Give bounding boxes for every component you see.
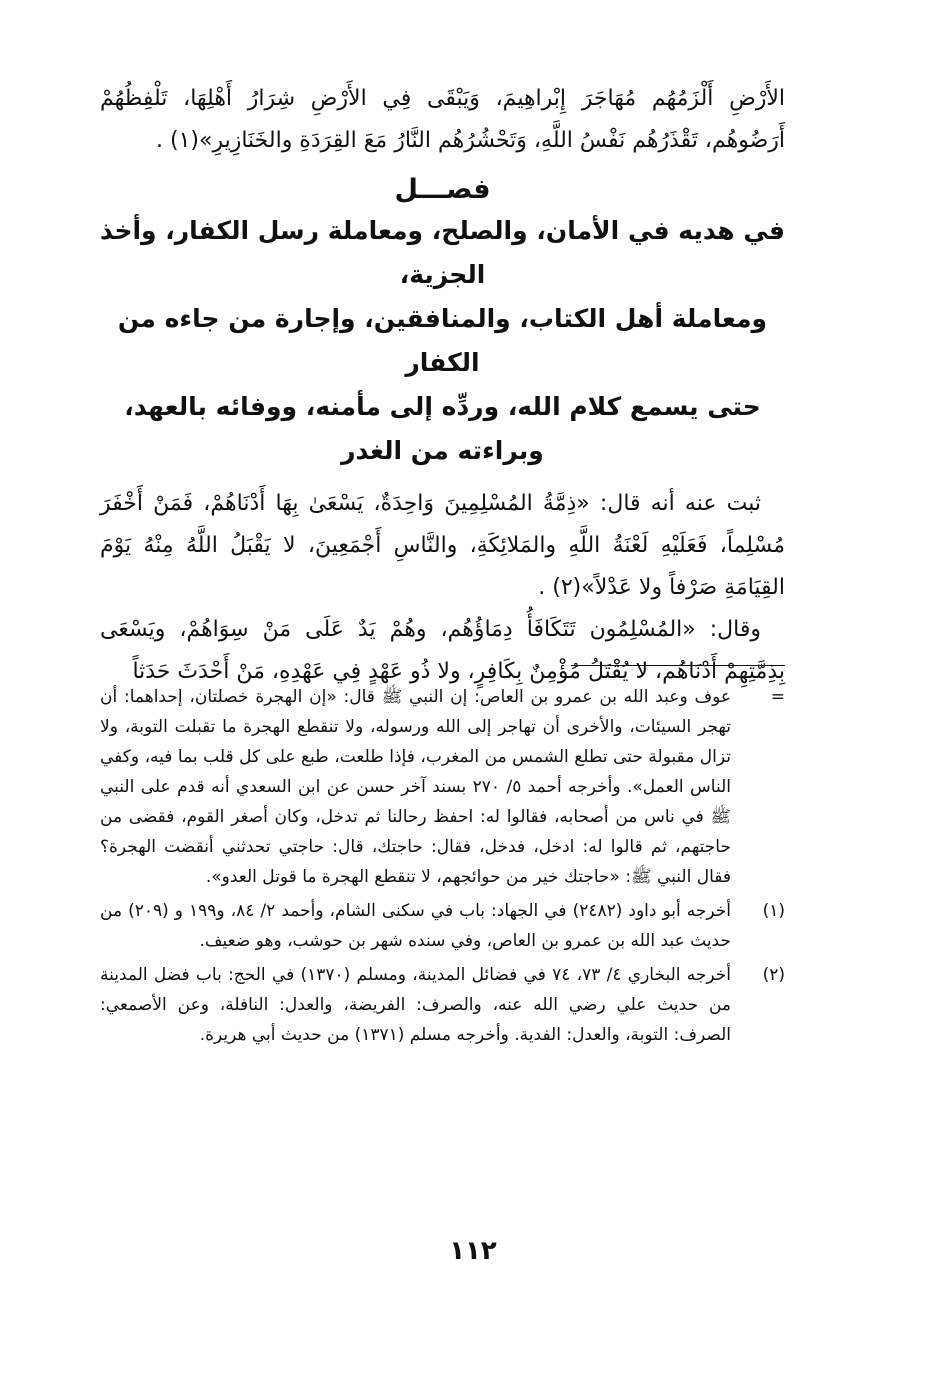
intro-paragraph: الأَرْضِ أَلْزَمُهُم مُهَاجَرَ إِبْراهِيمَ، وَيَبْقَى فِي الأَرْضِ شِرَارُ أَهْلِهَا، تَلْفِظُهُمْ أَرَضُوهُم، تَقْذَرُهُم نَفْسُ اللَّهِ، وَتَحْشُرُهُم النَّارُ مَعَ القِرَدَةِ والخَنَازِيرِ»(١) .	[100, 86, 785, 153]
footnote-text: عوف وعبد الله بن عمرو بن العاص: إن النبي ﷺ قال: «إن الهجرة خصلتان، إحداهما: أن تهجر السيئات، والأخرى أن تهاجر إلى الله ورسوله، ولا تنقطع الهجرة ما تقبلت التوبة، ولا تزال مقبولة حتى تطلع الشمس من المغرب، فإذا طلعت، طبع على كل قلب بما فيه، وكفي الناس العمل». وأخرجه أحمد ٥/ ٢٧٠ بسند آخر حسن عن ابن السعدي أنه قدم على النبي ﷺ في ناس من أصحابه، فقالوا له: احفظ رحالنا ثم تدخل، وكان أصغر القوم، فقضى من حاجتهم، ثم قالوا له: ادخل، فدخل، فقال: حاجتك، قال: حاجتي تحدثني أنقضت الهجرة؟ فقال النبي ﷺ: «حاجتك خير من حوائجهم، لا تنقطع الهجرة ما قوتل العدو».	[100, 687, 731, 887]
body-paragraph: ثبت عنه أنه قال: «ذِمَّةُ المُسْلِمِينَ وَاحِدَةٌ، يَسْعَىٰ بِهَا أَدْنَاهُمْ، فَمَنْ أَخْفَرَ مُسْلِماً، فَعَلَيْهِ لَعْنَةُ اللَّهِ والمَلائِكَةِ، والنَّاسِ أَجْمَعِينَ، لا يَقْبَلُ اللَّهُ مِنْهُ يَوْمَ القِيَامَةِ صَرْفاً ولا عَدْلاً»(٢) .	[100, 491, 785, 600]
main-text	[100, 78, 785, 693]
footnote-mark: (١)	[762, 901, 785, 921]
heading-line: ومعاملة أهل الكتاب، والمنافقين، وإجارة من جاءه من الكفار	[117, 304, 768, 377]
section-heading	[100, 209, 785, 473]
footnote	[100, 960, 785, 1050]
footnote-mark: =	[770, 687, 785, 707]
body-paragraph: وقال: «المُسْلِمُون تَتَكَافَأُ دِمَاؤُهُم، وهُمْ يَدٌ عَلَى مَنْ سِوَاهُمْ، ويَسْعَى بِذِمَّتِهِمْ أَدْنَاهُم، لا يُقْتَلُ مُؤْمِنٌ بِكَافِرٍ، ولا ذُو عَهْدٍ فِي عَهْدِهِ، مَنْ أَحْدَثَ حَدَثاً	[100, 617, 785, 684]
footnote	[100, 682, 785, 892]
footnote-text: أخرجه أبو داود (٢٤٨٢) في الجهاد: باب في سكنى الشام، وأحمد ٢/ ٨٤، و١٩٩ و (٢٠٩) من حديث عبد الله بن عمرو بن العاص، وفي سنده شهر بن حوشب، وهو ضعيف.	[100, 901, 731, 951]
footnotes	[100, 682, 785, 1050]
heading-line: حتى يسمع كلام الله، وردِّه إلى مأمنه، ووفائه بالعهد،	[124, 392, 761, 421]
section-title: فصـــل	[394, 174, 491, 205]
footnote-divider	[571, 665, 785, 666]
footnote-mark: (٢)	[762, 965, 785, 985]
body-text	[100, 483, 785, 693]
footnote	[100, 896, 785, 956]
page-number: ١١٢	[449, 1236, 497, 1266]
footnote-text: أخرجه البخاري ٤/ ٧٣، ٧٤ في فضائل المدينة، ومسلم (١٣٧٠) في الحج: باب فضل المدينة من حديث علي رضي الله عنه، والصرف: الفريضة، والعدل: النافلة، وعن الأصمعي: الصرف: التوبة، والعدل: الفدية. وأخرجه مسلم (١٣٧١) من حديث أبي هريرة.	[100, 965, 731, 1045]
heading-line: وبراءته من الغدر	[341, 436, 544, 465]
heading-line: في هديه في الأمان، والصلح، ومعاملة رسل الكفار، وأخذ الجزية،	[100, 216, 785, 289]
